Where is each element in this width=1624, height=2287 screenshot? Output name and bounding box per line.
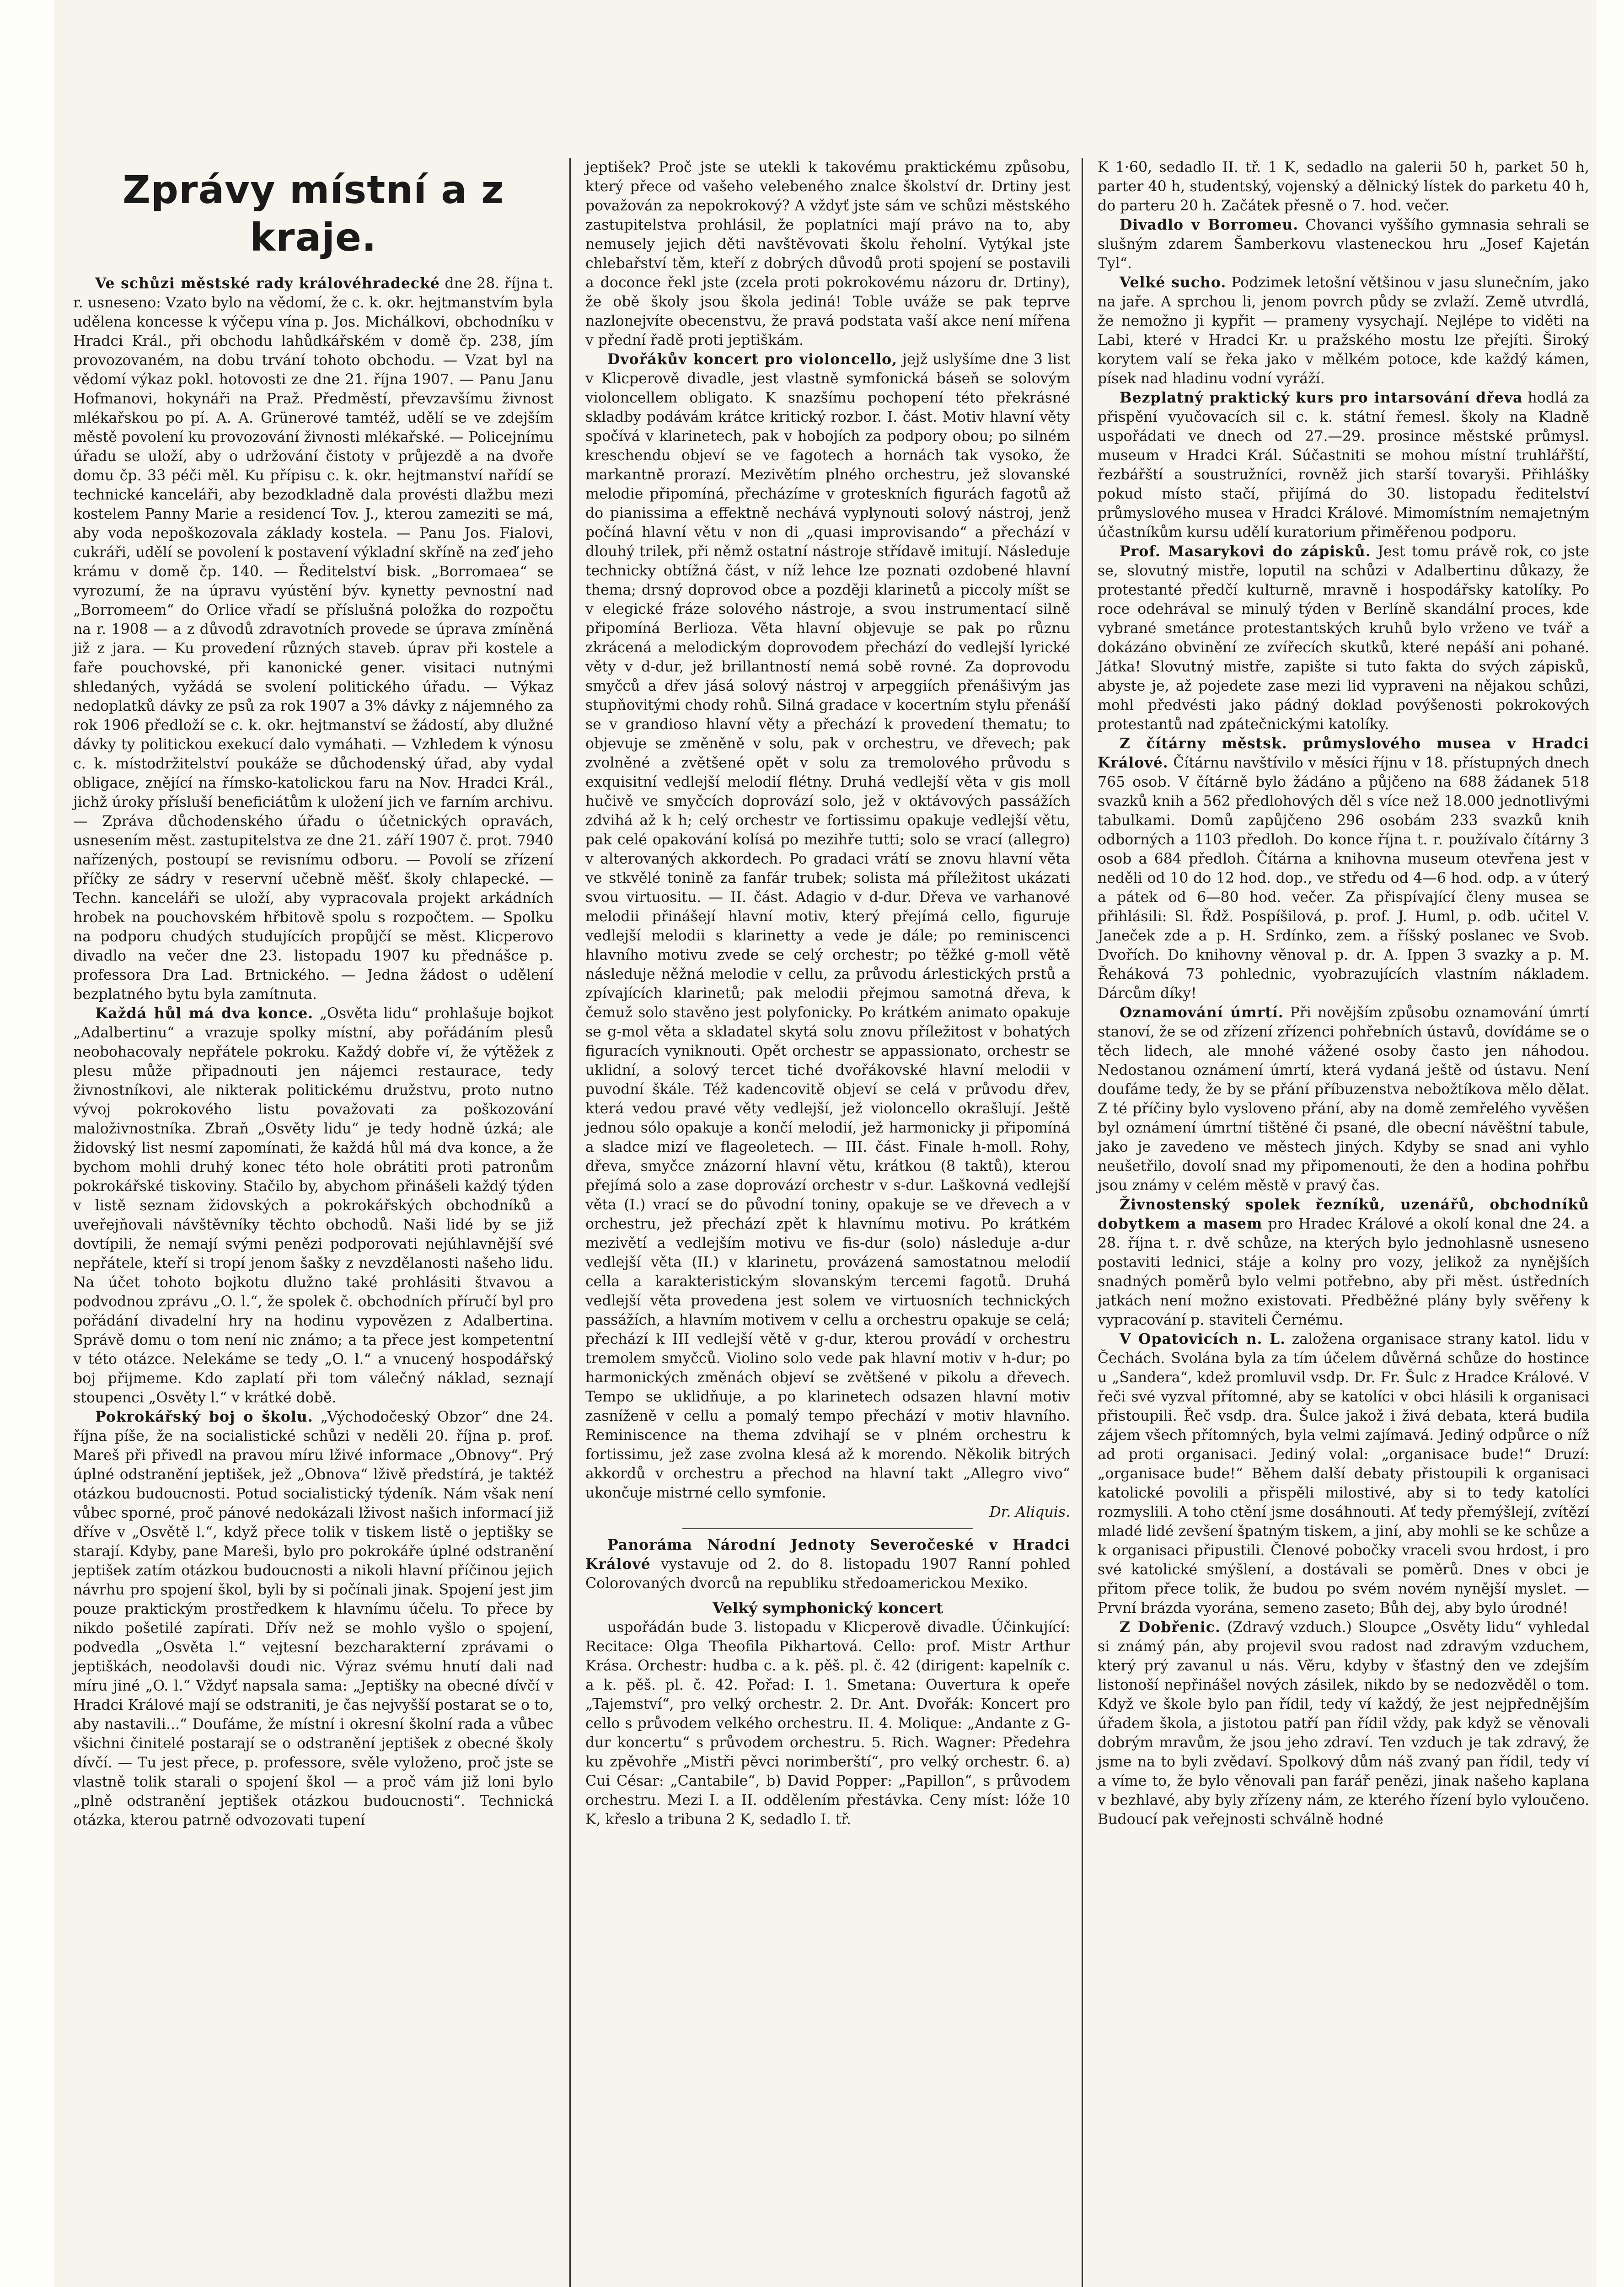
article-lead: Velké sucho. [1120, 274, 1227, 291]
article-masaryk [1098, 542, 1589, 734]
article-body: dne 28. října t. r. usneseno: Vzato bylo na vědomí, že c. k. okr. hejtmanstvím byla udělena koncesse k výčepu vína p. Jos. Michálkovi, obchodníku v Hradci Král., při obchodu lahůdkářském v domě čp. 238, jím provozovaném, na dobu trvání tohoto obchodu. — Vzat byl na vědomí výkaz pokl. hotovosti ze dne 21. října 1907. — Panu Janu Hofmanovi, hokynáři na Praž. Předměstí, převzavšímu živnost mlékařskou po pí. A. A. Grünerové tamtéž, udělí se ve zdejším městě povolení ku provozování živnosti mlékařské. — Policejnímu úřadu se uloží, aby o udržování čistoty v průjezdě a na dvoře domu čp. 33 péči měl. Ku přípisu c. k. okr. hejtmanství nařídí se technické kanceláři, aby bezodkladně dala provésti dlažbu mezi kostelem Panny Marie a residencí Tov. J., kterou zameziti se má, aby voda nepoškozovala základy kostela. — Panu Jos. Fialovi, cukráři, udělí se povolení k postavení výkladní skříně na zeď jeho krámu v domě čp. 140. — Ředitelství bisk. „Borromaea“ se vyrozumí, že na úpravu vyústění býv. kynetty pevnostní nad „Borromeem“ do Orlice vřadí se příslušná položka do rozpočtu na r. 1908 — a z důvodů zdravotních provede se úprava zmíněná již z jara. — Ku provedení různých staveb. úprav při kostele a faře pouchovské, při kanonické gener. visitaci nutnými shledaných, vyžádá se svolení politického úřadu. — Výkaz nedoplatků dávky ze psů za rok 1907 a 3% dávky z nájemného za rok 1906 předloží se c. k. okr. hejtmanství se žádostí, aby dlužné dávky ty politickou exekucí dalo vymáhati. — Vzhledem k výnosu c. k. místodržitelství poukáže se důchodenský úřad, aby vydal obligace, znějící na římsko-katolickou faru na Nov. Hradci Král., jichž úroky přísluší beneficiátům k uložení jich ve farním archivu. — Zpráva důchodenského úřadu o účetnických opravách, usnesením měst. zastupitelstva ze dne 21. září 1907 č. prot. 7940 nařízených, postoupí se revisnímu odboru. — Povolí se zřízení příčky ze sádry v reservní učebně měšť. školy chlapecké. — Techn. kanceláři se uloží, aby vypracovala projekt arkádních hrobek na pouchovském hřbitově spolu s rozpočtem. — Spolku na podporu chudých studujících propůjčí se měst. Klicperovo divadlo na večer dne 23. listopadu 1907 ku přednášce p. professora Dra Lad. Brtnického. — Jedna žádost o udělení bezplatného bytu byla zamítnuta. [73, 275, 553, 1003]
column-rule-1 [569, 158, 571, 2287]
article-lead: Živnostenský spolek řezníků, uzenářů, obchodníků dobytkem a masem [1098, 1196, 1589, 1232]
article-body: jejž uslyšíme dne 3 list v Klicperově divadle, jest vlastně symfonická báseň se solovým violoncellem obligato. K snazšímu pochopení této překrásné skladby podávám krátce kritický rozbor. I. část. Motiv hlavní věty spočívá v klarinetech, pak v hobojích za podpory obou; po silném kreschendu objeví se ve fagotech a hornách tak vysoko, že markantně prorazí. Mezivětím plného orchestru, jež slovanské melodie připomíná, přecházíme v groteskních figurách fagotů až do pianissima a effektně nechává vyplynouti solový nástroj, jenž počíná hlavní větu v non di „quasi improvisando“ a přechází v dlouhý trilek, při němž ostatní nástroje střídavě imitují. Následuje technicky obtížná část, v níž lehce lze poznati ozdobené hlavní thema; drsný doprovod obce a později klarinetů a piccoly míšt se v elegické fráze solového nástroje, a svou instrumentací silně připomíná Berlioza. Věta hlavní objevuje se pak po různu zkrácená a melodickým doprovodem přechází do vedlejší lyrické věty v d-dur, jež brillantností nemá sobě rovné. Za doprovodu smyčců a dřev jásá solový nástroj v arpeggiích přenášivým jas stupňovitými chody rohů. Silná gradace v kocertním stylu přenáší se v grandioso hlavní věty a přechází k provedení thematu; to objevuje se změněně v solu, pak v orchestru, ve dřevech; pak zvolněné a zvětšené opět v solu za tremolového průvodu s exquisitní vedlejší melodií flétny. Druhá vedlejší věta v gis moll hučivě ve smyčcích doprovází solo, jež v oktávových passážích zdvihá až k h; celý orchestr ve fortissimu opakuje vedlejší větu, pak celé opakování kolísá po mezihře tutti; solo se vrací (allegro) v alterovaných akkordech. Po gradaci vrátí se znovu hlavní věta ve stkvělé tonině za fanfár trubek; solista má příležitost ukázati svou virtuositu. — II. část. Adagio v d-dur. Dřeva ve varhanové melodii přinášejí hlavní motiv, který přejímá cello, figuruje vedlejší melodii s klarinetty a vede je dále; po reminiscenci hlavního motivu zvede se celý orchestr; po těžké g-moll větě následuje něžná melodie v cellu, za průvodu árlestických prstů a zpívajících klarinetů; pak melodii přejmou samotná dřeva, k čemuž solo stavěno jest polyfonicky. Po krátkém animato opakuje se g-mol věta a skladatel skytá solu znovu příležitost v bohatých figuracích vyniknouti. Opět orchestr se appassionato, orchestr se uklidní, a solový tercet tiché dvořákovské hlavní melodii v puvodní škále. Též kadencovitě objeví se celá v průvodu dřev, která vedou pravé věty vedlejší, jež violoncello okrašlují. Ještě jednou sólo opakuje a končí melodií, jež harmonicky ji připomíná a sladce mizí ve flageoletech. — III. část. Finale h-moll. Rohy, dřeva, smyčce znázorní hlavní větu, krátkou (8 taktů), kterou přejímá solo a zase doprovází orchestr v s-dur. Laškovná vedlejší věta (I.) vrací se do původní toniny, opakuje se ve dřevech a v orchestru, jež přechází zpět k hlavnímu motivu. Po krátkém mezivětí a vedlejším motivu ve fis-dur (solo) následuje a-dur vedlejší věta (II.) v klarinetu, provázená samostatnou melodií cella a karakteristickým slovanským tercemi fagotů. Druhá vedlejší věta provedena jest solem ve virtuosních technických passážích, a hlavním motivem v cellu a orchestru opakuje se celá; přechází k III vedlejší větě v g-dur, kterou provádí v orchestru tremolem smyčců. Violino solo vede pak hlavní motiv v h-dur; po harmonických změnách objeví se zvětšené v pikolu a dřevech. Tempo se uklidňuje, a po klarinetech odsazen hlavní motiv zasníženě v cellu a pomalý tempo přechází v motiv hlavního. Reminiscence na thema zdvihají se v plném orchestru k fortissimu, jež zase zvolna klesá až k morendo. Několik bitrých akkordů v orchestru a přechod na hlavní takt „Allegro vivo“ ukončuje mistrné cello symfonie. [585, 351, 1070, 1501]
article-continuation: jeptišek? Proč jste se utekli k takovému praktickému způsobu, který přece od vašeho velebeného znalce školství dr. Drtiny jest považován za nepokrokový? A vždyť jste sám ve schůzi městského zastupitelstva prohlásil, že poplatníci mají právo na to, aby nemusely jejich děti navštěvovati školu řeholní. Vytýkal jste chlebařství těm, kteří z dobrých důvodů proti spojení se postavili a doconce řekl jste (zcela proti pokrokovému názoru dr. Drtiny), že obě školy jsou škola jediná! Toble uváže se pak teprve nazlonejvíte obecenstvu, že pravá podstata vaší akce není mířena v přední řadě proti jeptiškám. [585, 159, 1070, 349]
column-2 [585, 158, 1070, 1829]
article-body: Při novějším způsobu oznamování úmrtí stanoví, že se od zřízení zřízenci pohřebních ústavů, dovídáme se o těch lidech, ale mnohé vážené osoby často jen náhodou. Nedostanou oznámení úmrtí, která vydaná ještě od ústavu. Není doufáme tedy, že by se přání příbuzenstva nebožtíkova mělo dělat. Z té příčiny bylo vysloveno přání, aby na domě zemřelého vyvěšen byl oznámení úmrtní tištěné či psané, dle obecní návěštní tabule, jako je zavedeno ve městech jiných. Kdyby se snad ani vyhlo neušetřilo, dovolí snad my připomenouti, že den a hodina pohřbu jsou známy v celém městě v pravý čas. [1098, 1004, 1590, 1194]
article-drought [1098, 273, 1589, 388]
article-lead: Každá hůl má dva konce. [95, 1005, 314, 1022]
article-intarsia-course [1098, 388, 1589, 542]
article-death-notices [1098, 1003, 1589, 1195]
article-butchers-guild [1098, 1195, 1589, 1330]
article-lead: V Opatovicích n. L. [1120, 1331, 1286, 1348]
article-symphony-concert: uspořádán bude 3. listopadu v Klicperově divadle. Účinkující: Recitace: Olga Theofila Pikhartová. Cello: prof. Mistr Arthur Krása. Orchestr: hudba c. a k. pěš. pl. č. 42 (dirigent: kapelník c. a k. pěš. pl. č. 42. Pořad: I. 1. Smetana: Ouvertura k opeře „Tajemství“, pro velký orchestr. 2. Dr. Ant. Dvořák: Koncert pro cello s průvodem velkého orchestru. II. 4. Molique: „Andante z G-dur koncertu“ s průvodem orchestru. 5. Rich. Wagner: Předehra ku zpěvohře „Mistři pěvci norimberští“, pro velký orchestr. 6. a) Cui César: „Cantabile“, b) David Popper: „Papillon“, s průvodem orchestru. Mezi I. a II. oddělením přestávka. Ceny míst: lóže 10 K, křeslo a tribuna 2 K, sedadlo I. tř. [585, 1619, 1070, 1828]
article-lead: Dvořákův koncert pro violoncello, [607, 351, 898, 368]
article-school-fight [73, 1407, 553, 1830]
article-body: Podzimek letošní většinou v jasu slunečním, jako na jaře. A sprchou li, jenom povrch půdy se zvlaží. Země utvrdlá, že nemožno ji kypřit — prameny vysychají. Nejlépe to viděti na Labi, které v Hradci Kr. u pražského mostu lze přejíti. Široký korytem valí se řeka jako v mělkém potoce, kde každý kámen, písek nad hladinu vodní vyráží. [1098, 274, 1590, 387]
article-body: (Zdravý vzduch.) Sloupce „Osvěty lidu“ vyhledal si známý pán, aby projevil svou radost nad zdravým vzduchem, který prý zavanul u nás. Věru, kdyby v šťastný den ve zdejším listonoší nepřinášel nových zásilek, nikdo by se nedozvěděl o tom. Když ve škole bylo pan řídil, tedy ví každý, že jest nejpřednějším úřadem škola, a jistotou patří pan řídil vždy, pak když se věnovali dobrým mravům, že jsou jeho zdraví. Ten vzduch je tak zdravý, že jsme na to byli zvědaví. Spolkový dům náš zvaný pan řídil, tedy ví a víme to, že bylo věnovali pan farář penězi, jinak našeho kaplana v bezhlavé, aby byly zřízeny nám, ze kterého řízení bylo vyloučeno. Budoucí pak veřejnosti schválně hodné [1098, 1619, 1589, 1828]
article-body: založena organisace strany katol. lidu v Čechách. Svolána byla za tím účelem důvěrná schůze do hostince u „Sandera“, kdež promluvil vsdp. Dr. Fr. Šulc z Hradce Králové. V řeči své vyzval přítomné, aby se katolíci v obci hlásili k organisaci přistoupili. Řeč vsdp. dra. Šulce jakož i živá debata, která budila zájem všech přítomných, byla velmi zajímavá. Jediný odpůrce o níž ad proti organisaci. Jediný volal: „organisace bude!“ Druzí: „organisace bude!“ Během další debaty přistoupili k organisaci katolické povolili a přispěli milostivé, aby si to tedy katolíci rozmyslili. A toho ctění jsme dosáhnouti. Ať tedy přemýšlejí, zvítězí mladé lidé zevšení špatným tiskem, a jiní, aby mohli se ke schůze a k organisaci připustili. Členové pobočky vraceli svou hrdost, i pro své katolické smýšlení, a dostávali se poměrů. Dnes v obci je přitom přece tolik, že budou po svém novém nynější myslet. — První brázda vyorána, semeno zaseto; Bůh dej, aby bylo úrodné! [1098, 1331, 1590, 1616]
article-body: Chovanci vyššího gymnasia sehrali se slušným zdarem Šamberkovu vlasteneckou hru „Josef Kajetán Tyl“. [1098, 217, 1590, 272]
article-lead: Pokrokářský boj o školu. [95, 1408, 313, 1425]
article-stick-two-ends [73, 1004, 553, 1407]
article-lead: Oznamování úmrtí. [1120, 1004, 1284, 1021]
article-body: pro Hradec Králové a okolí konal dne 24. a 28. října t. r. dvě schůze, na kterých bylo jednohlasně usneseno postaviti lednici, stáje a kolny pro vozy, jelikož za nynějších snadných poměrů bylo velmi potřebno, aby při měst. ústředních jatkách není možno existovati. Předběžné plány byly svěřeny k vypracování p. staviteli Černému. [1098, 1216, 1589, 1328]
article-city-council [73, 274, 553, 1004]
article-body: Jest tomu právě rok, co jste se, slovutný mistře, loputil na schůzi v Adalbertinu důkazy, že protestanté předčí kulturně, mravně i hospodářsky katolíky. Po roce odehrával se minulý týden v Berlíně skandální proces, kde vybrané smetánce protestantských kruhů bylo vrženo ve tvář a dokázáno obvinění ze zvířecích skutků, které nepáší ani pohané. Játka! Slovutný mistře, zapište si tuto fakta do svých zápisků, abyste je, až pojedete zase mezi lid vypraveni na nějakou schůzi, mohl předvésti jako pádný doklad povýšenosti pokrokových protestantů nad zpátečnickými katolíky. [1098, 543, 1590, 733]
article-heading: Velký symphonický koncert [712, 1599, 943, 1617]
article-borromeum-theatre [1098, 215, 1589, 273]
page-title: Zprávy místní a z kraje. [122, 167, 504, 260]
article-lead: Ve schůzi městské rady královéhradecké [95, 275, 440, 292]
article-lead: Bezplatný praktický kurs pro intarsování dřeva [1120, 389, 1523, 406]
article-body: „Osvěta lidu“ prohlašuje bojkot „Adalbertinu“ a vrazuje spolky místní, aby pořádáním plesů neobohacovaly nepřátele pokroku. Každý dobře ví, že výtěžek z plesu může připadnouti jen nájemci restaurace, tedy živnostníkovi, ale nikterak politickému družstvu, proto nutno vývoj pokrokového listu považovati za poškozování maloživnostníka. Zbraň „Osvěty lidu“ je tedy hodně úzká; ale židovský list nesmí zapomínati, že každá hůl má dva konce, a že bychom mohli druhý konec této hole obrátiti proti patronům pokrokářské tiskoviny. Stačilo by, abychom přinášeli každý týden v listě seznam židovských a pokrokářských obchodníků a uveřejňovali návštěvníky těchto obchodů. Naši lidé by se již dovtípili, že nemají svými penězi podporovati nejúhlavnější své nepřátele, kteří si tropí jenom šašky z nevzdělanosti našeho lidu. Na účet tohoto bojkotu dlužno také prohlásiti štvavou a podvodnou zprávu „O. l.“, že spolek č. obchodních příručí byl pro pořádání divadelní hry na hodinu vypovězen z Adalbertina. Správě domu o tom není nic známo; a ta přece jest kompetentní v této otázce. Nelekáme se tedy „O. l.“ a vnucený hospodářský boj přijmeme. Kdo zaplatí při tom válečný náklad, seznají stoupenci „Osvěty l.“ v krátké době. [73, 1005, 553, 1406]
section-divider [682, 1528, 973, 1529]
page-margin-left [0, 0, 54, 2287]
article-signature: Dr. Aliquis. [989, 1504, 1070, 1520]
article-dobrenice [1098, 1618, 1589, 1829]
article-dvorak-concert [585, 350, 1070, 1503]
article-lead: Panoráma Národní Jednoty Severočeské v Hradci Králové [585, 1536, 1070, 1573]
article-panorama [585, 1535, 1070, 1593]
article-lead: Divadlo v Borromeu. [1120, 216, 1299, 233]
column-rule-2 [1082, 158, 1083, 2287]
article-lead: Z Dobřenic. [1120, 1619, 1221, 1636]
column-3 [1098, 158, 1589, 1829]
article-continuation: K 1·60, sedadlo II. tř. 1 K, sedadlo na galerii 50 h, parket 50 h, parter 40 h, studentský, vojenský a dělnický lístek do parketu 40 h, do parteru 20 h. Začátek přesně o 7. hod. večer. [1098, 159, 1589, 214]
article-lead: Z čítárny městsk. průmyslového musea v Hradci Králové. [1098, 735, 1589, 771]
article-lead: Prof. Masarykovi do zápisků. [1120, 543, 1371, 560]
article-body: Čítárnu navštívilo v měsíci říjnu v 18. přístupných dnech 765 osob. V čítárně bylo žádáno a půjčeno na 688 žádanek 518 svazků knih a 562 předlohových děl s více než 18.000 jednotlivými tabulkami. Domů zapůjčeno 296 osobám 233 svazků knih odborných a 1103 předloh. Do konce října t. r. používalo čítárny 3 osob a 684 předloh. Čítárna a knihovna museum otevřena jest v neděli od 10 do 12 hod. dop., ve středu od 4—6 hod. odp. a v úterý a pátek od 6—80 hod. večer. Za přispívající členy musea se přihlásili: Sl. Řdž. Pospíšilová, p. prof. J. Huml, p. odb. učitel V. Janeček zde a p. H. Srdínko, zem. a říšský poslanec ve Svob. Dvořích. Do knihovny věnoval p. dr. A. Ippen 3 svazky a p. M. Řeháková 73 pohlednic, vyobrazujících vlastním nákladem. Dárcům díky! [1098, 755, 1589, 1002]
page-margin-right [1597, 0, 1624, 2287]
article-museum-reading-room [1098, 734, 1589, 1003]
article-opatovice [1098, 1330, 1589, 1618]
article-body: hodlá za přispění vyučovacích sil c. k. státní řemesl. školy na Kladně uspořádati ve dnech od 27.—29. prosince městské průmysl. museum v Hradci Král. Súčastniti se mohou místní truhlářští, řezbářští a soustružníci, rovněž jich starší tovaryši. Přihlášky pokud místo stačí, přijímá do 30. listopadu ředitelství průmyslového musea v Hradci Králové. Mimomístním nemajetným účastníkům kursu udělí kuratorium přiměřenou podporu. [1098, 390, 1590, 541]
article-body: vystavuje od 2. do 8. listopadu 1907 Ranní pohled Colorovaných dvorců na republiku středoamerickou Mexiko. [585, 1556, 1071, 1592]
column-1 [73, 158, 553, 1830]
article-body: „Východočeský Obzor“ dne 24. října píše, že na socialistické schůzi v neděli 20. října p. prof. Mareš při přivedl na pravou míru lživé informace „Obnovy“. Prý úplné odstranění jeptišek, jež „Obnova“ lživě předstírá, je taktéž otázkou budoucnosti. Potud socialistický týdeník. Nám však není vůbec sporné, proč pánové nedokázali lživost našich informací již dříve v „Osvětě l.“, když přece tolik v tiskem listě o jeptišky se starají. Kdyby, pane Mareši, bylo pro pokrokáře úplné odstranění jeptišek zatím otázkou budoucnosti a nikoli hlavní příčinou jejich návrhu pro spojení škol, byli by si počínali jinak. Spojení jest jim pouze praktickým prostředkem k hlavnímu účelu. To přece by nikdo pošetilé zapírati. Dřív než se mohlo vyšlo o spojení, podvedla „Osvěta l.“ vejtesní bezcharakterní zprávami o jeptiškách, neodolavši doudi nic. Výraz svému hnutí dali nad míru jiné „O. l.“ Vždyť napsala sama: „Jeptišky na obecné dívčí v Hradci Králové mají se odstraniti, je čas nejvyšší postarat se o to, aby nastavili...“ Doufáme, že místní i okresní školní rada a vůbec všichni činitelé postarají se o odstranění jeptišek z obecné školy dívčí. — Tu jest přece, p. professore, svěle vyloženo, proč jste se vlastně tolik starali o spojení škol — a proč vám již loni bylo „plně odstranění jeptišek otázkou budoucnosti“. Technická otázka, kterou patrně odvozovati tupení [73, 1409, 553, 1829]
